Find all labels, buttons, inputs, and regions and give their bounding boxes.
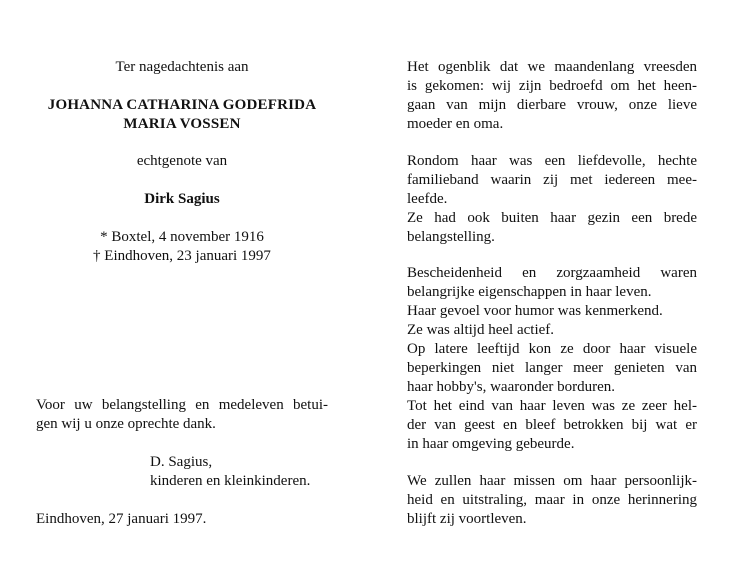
paragraph-2 [407,152,697,247]
life-dates [36,228,328,266]
paragraph-1-line: gaan van mijn dierbare vrouw, onze lieve [407,97,697,113]
paragraph-3-line: Bescheidenheid en zorgzaamheid waren [407,265,697,281]
place-date: Eindhoven, 27 januari 1997. [36,511,207,527]
intro-text: Ter nagedachtenis aan [115,59,249,75]
spouse-intro: echtgenote van [136,153,228,169]
signature [150,453,310,491]
paragraph-1-line: moeder en oma. [407,116,504,132]
deceased-name [36,96,328,134]
paragraph-2-line: familieband waarin zij met iedereen mee- [407,172,697,188]
paragraph-3-line: Op latere leeftijd kon ze door haar visuele [407,341,697,357]
paragraph-3-line: der van geest en bleef betrokken bij wat er [407,417,697,433]
paragraph-4-line: blijft zij voortleven. [407,511,527,527]
paragraph-3-line: in haar omgeving gebeurde. [407,436,575,452]
paragraph-3-line: Haar gevoel voor humor was kenmerkend. [407,303,663,319]
paragraph-3-line: belangrijke eigenschappen in haar leven. [407,284,652,300]
paragraph-3 [407,264,697,454]
paragraph-3-line: haar hobby's, waaronder borduren. [407,379,616,395]
deceased-name-line-2: MARIA VOSSEN [123,116,241,132]
spouse-name: Dirk Sagius [144,191,220,207]
thanks-line-2: gen wij u onze oprechte dank. [36,416,216,432]
paragraph-2-line: Ze had ook buiten haar gezin een brede [407,210,697,226]
thanks-line-1: Voor uw belangstelling en medeleven betui- [36,397,328,413]
thanks-text [36,396,328,434]
paragraph-1-line: is gekomen: wij zijn bedroefd om het heen- [407,78,697,94]
paragraph-2-line: leefde. [407,191,448,207]
paragraph-4 [407,472,697,529]
signature-line-1: D. Sagius, [150,454,213,470]
paragraph-1 [407,58,697,134]
paragraph-2-line: Rondom haar was een liefdevolle, hechte [407,153,697,169]
deceased-name-line-1: JOHANNA CATHARINA GODEFRIDA [47,97,317,113]
paragraph-1-line: Het ogenblik dat we maandenlang vreesden [407,59,697,75]
death-line: † Eindhoven, 23 januari 1997 [93,248,271,264]
paragraph-3-line: Tot het eind van haar leven was ze zeer hel- [407,398,697,414]
paragraph-3-line: Ze was altijd heel actief. [407,322,555,338]
signature-line-2: kinderen en kleinkinderen. [150,473,311,489]
birth-line: * Boxtel, 4 november 1916 [100,229,264,245]
paragraph-3-line: beperkingen niet langer meer genieten van [407,360,697,376]
paragraph-4-line: heid en uitstraling, maar in onze herinnering [407,492,697,508]
paragraph-4-line: We zullen haar missen om haar persoonlijk- [407,473,697,489]
paragraph-2-line: belangstelling. [407,229,495,245]
